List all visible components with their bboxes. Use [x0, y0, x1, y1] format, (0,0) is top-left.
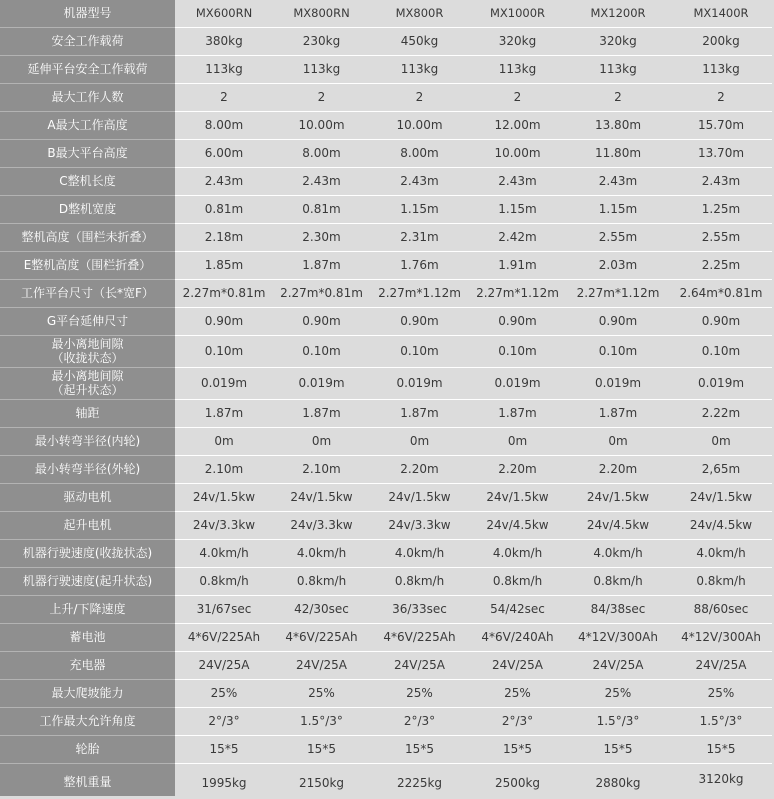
- spec-value: 4*6V/240Ah: [469, 623, 566, 651]
- spec-row: [0, 167, 772, 195]
- spec-value: 2.55m: [670, 223, 772, 251]
- spec-value: 2.03m: [566, 251, 670, 279]
- spec-value: 0.10m: [370, 335, 469, 367]
- spec-row: [0, 595, 772, 623]
- spec-label: 起升电机: [0, 511, 175, 539]
- spec-label: 工作平台尺寸（长*宽F）: [0, 279, 175, 307]
- spec-value: 0.90m: [566, 307, 670, 335]
- spec-label: 充电器: [0, 651, 175, 679]
- spec-value: 10.00m: [370, 111, 469, 139]
- spec-value: 2.64m*0.81m: [670, 279, 772, 307]
- spec-value: 24V/25A: [566, 651, 670, 679]
- spec-value: 0.8km/h: [273, 567, 370, 595]
- spec-value: 0.10m: [670, 335, 772, 367]
- spec-value: 13.80m: [566, 111, 670, 139]
- spec-value: 2.20m: [566, 455, 670, 483]
- spec-value: 1.15m: [370, 195, 469, 223]
- spec-value: 42/30sec: [273, 595, 370, 623]
- model-header: MX1000R: [469, 0, 566, 27]
- spec-value: 15*5: [175, 735, 273, 763]
- spec-row: [0, 539, 772, 567]
- spec-value: 1.5°/3°: [566, 707, 670, 735]
- spec-value: 4*6V/225Ah: [175, 623, 273, 651]
- spec-value: 113kg: [469, 55, 566, 83]
- spec-value: 0.019m: [273, 367, 370, 399]
- spec-value: 0.8km/h: [566, 567, 670, 595]
- spec-value: 1995kg: [175, 763, 273, 796]
- spec-value: 4*6V/225Ah: [273, 623, 370, 651]
- spec-value: 15*5: [566, 735, 670, 763]
- spec-value: 15*5: [273, 735, 370, 763]
- spec-row: [0, 427, 772, 455]
- spec-value: 0.8km/h: [370, 567, 469, 595]
- spec-row: [0, 139, 772, 167]
- spec-value: 0m: [566, 427, 670, 455]
- spec-value: 0.019m: [566, 367, 670, 399]
- spec-label: 最大爬坡能力: [0, 679, 175, 707]
- spec-label: 最小转弯半径(内轮): [0, 427, 175, 455]
- spec-value: 24v/1.5kw: [273, 483, 370, 511]
- spec-label: 延伸平台安全工作载荷: [0, 55, 175, 83]
- spec-value: 113kg: [370, 55, 469, 83]
- spec-row: [0, 367, 772, 399]
- spec-value: 4.0km/h: [566, 539, 670, 567]
- spec-value: 0.8km/h: [670, 567, 772, 595]
- spec-value: 2.27m*0.81m: [175, 279, 273, 307]
- spec-value: 24V/25A: [370, 651, 469, 679]
- model-header: MX800RN: [273, 0, 370, 27]
- spec-value: 24v/1.5kw: [175, 483, 273, 511]
- spec-label: 最小转弯半径(外轮): [0, 455, 175, 483]
- spec-label: 轴距: [0, 399, 175, 427]
- spec-value: 0.8km/h: [175, 567, 273, 595]
- spec-value: 0.10m: [175, 335, 273, 367]
- spec-row: [0, 307, 772, 335]
- spec-label: C整机长度: [0, 167, 175, 195]
- spec-value: 450kg: [370, 27, 469, 55]
- spec-value: 2,65m: [670, 455, 772, 483]
- spec-value: 0.81m: [273, 195, 370, 223]
- spec-value: 15.70m: [670, 111, 772, 139]
- spec-label: A最大工作高度: [0, 111, 175, 139]
- header-row: [0, 0, 772, 27]
- spec-value: 2.10m: [175, 455, 273, 483]
- spec-value: 2.42m: [469, 223, 566, 251]
- spec-value: 2.20m: [370, 455, 469, 483]
- spec-value: 380kg: [175, 27, 273, 55]
- spec-label: 整机高度（围栏未折叠）: [0, 223, 175, 251]
- spec-label: E整机高度（围栏折叠）: [0, 251, 175, 279]
- spec-label: 蓄电池: [0, 623, 175, 651]
- spec-value: 200kg: [670, 27, 772, 55]
- spec-value: 4.0km/h: [370, 539, 469, 567]
- spec-value: 2: [566, 83, 670, 111]
- spec-value: 0.90m: [469, 307, 566, 335]
- spec-row: [0, 623, 772, 651]
- spec-value: 8.00m: [370, 139, 469, 167]
- spec-value: 2.43m: [273, 167, 370, 195]
- spec-value: 31/67sec: [175, 595, 273, 623]
- spec-value: 25%: [566, 679, 670, 707]
- spec-value: 0.10m: [273, 335, 370, 367]
- spec-label: 驱动电机: [0, 483, 175, 511]
- spec-value: 1.5°/3°: [273, 707, 370, 735]
- spec-value: 25%: [370, 679, 469, 707]
- spec-value: 1.85m: [175, 251, 273, 279]
- spec-value: 2.27m*1.12m: [566, 279, 670, 307]
- spec-value: 2500kg: [469, 763, 566, 796]
- spec-value: 24v/4.5kw: [566, 511, 670, 539]
- spec-value: 24v/3.3kw: [175, 511, 273, 539]
- spec-value: 4.0km/h: [175, 539, 273, 567]
- spec-value: 24V/25A: [469, 651, 566, 679]
- spec-value: 0.90m: [175, 307, 273, 335]
- spec-row: [0, 111, 772, 139]
- spec-value: 2: [175, 83, 273, 111]
- spec-value: 2.43m: [469, 167, 566, 195]
- spec-row: [0, 251, 772, 279]
- spec-row: [0, 335, 772, 367]
- spec-value: 2°/3°: [469, 707, 566, 735]
- spec-value: 0m: [469, 427, 566, 455]
- spec-value: 2.30m: [273, 223, 370, 251]
- spec-value: 0.10m: [469, 335, 566, 367]
- spec-value: 4.0km/h: [469, 539, 566, 567]
- spec-value: 2.43m: [175, 167, 273, 195]
- spec-value: 11.80m: [566, 139, 670, 167]
- spec-label: 整机重量: [0, 763, 175, 796]
- spec-row: [0, 679, 772, 707]
- spec-row: [0, 763, 772, 796]
- spec-label: 最小离地间隙 （起升状态）: [0, 367, 175, 399]
- spec-value: 2.18m: [175, 223, 273, 251]
- spec-value: 1.87m: [370, 399, 469, 427]
- spec-row: [0, 223, 772, 251]
- spec-value: 15*5: [370, 735, 469, 763]
- spec-value: 1.91m: [469, 251, 566, 279]
- spec-value: 0m: [273, 427, 370, 455]
- spec-value: 24V/25A: [273, 651, 370, 679]
- spec-value: 1.87m: [469, 399, 566, 427]
- spec-value: 0.10m: [566, 335, 670, 367]
- spec-value: 24v/1.5kw: [469, 483, 566, 511]
- spec-value: 113kg: [566, 55, 670, 83]
- spec-label: 机器行驶速度(起升状态): [0, 567, 175, 595]
- spec-value: 2.27m*1.12m: [469, 279, 566, 307]
- spec-value: 4.0km/h: [670, 539, 772, 567]
- spec-value: 2°/3°: [370, 707, 469, 735]
- spec-value: 15*5: [670, 735, 772, 763]
- spec-row: [0, 567, 772, 595]
- spec-value: 113kg: [175, 55, 273, 83]
- spec-label: 工作最大允许角度: [0, 707, 175, 735]
- model-header: MX1200R: [566, 0, 670, 27]
- spec-value: 3120kg: [670, 763, 772, 796]
- spec-value: 4.0km/h: [273, 539, 370, 567]
- spec-label: 机器行驶速度(收拢状态): [0, 539, 175, 567]
- spec-value: 13.70m: [670, 139, 772, 167]
- spec-value: 0.019m: [370, 367, 469, 399]
- spec-value: 8.00m: [175, 111, 273, 139]
- spec-value: 2: [370, 83, 469, 111]
- spec-value: 2.10m: [273, 455, 370, 483]
- spec-value: 6.00m: [175, 139, 273, 167]
- spec-value: 10.00m: [273, 111, 370, 139]
- spec-label: 上升/下降速度: [0, 595, 175, 623]
- spec-value: 2.20m: [469, 455, 566, 483]
- spec-value: 1.87m: [566, 399, 670, 427]
- spec-value: 0m: [670, 427, 772, 455]
- spec-value: 12.00m: [469, 111, 566, 139]
- spec-value: 1.87m: [273, 399, 370, 427]
- spec-value: 10.00m: [469, 139, 566, 167]
- spec-row: [0, 27, 772, 55]
- spec-value: 24V/25A: [175, 651, 273, 679]
- spec-value: 2225kg: [370, 763, 469, 796]
- spec-row: [0, 651, 772, 679]
- spec-row: [0, 511, 772, 539]
- spec-value: 320kg: [566, 27, 670, 55]
- spec-value: 88/60sec: [670, 595, 772, 623]
- spec-row: [0, 55, 772, 83]
- spec-value: 230kg: [273, 27, 370, 55]
- spec-row: [0, 83, 772, 111]
- spec-value: 2.27m*0.81m: [273, 279, 370, 307]
- spec-value: 1.15m: [566, 195, 670, 223]
- spec-label: B最大平台高度: [0, 139, 175, 167]
- spec-value: 1.25m: [670, 195, 772, 223]
- spec-value: 54/42sec: [469, 595, 566, 623]
- spec-value: 0.019m: [175, 367, 273, 399]
- spec-value: 113kg: [670, 55, 772, 83]
- spec-value: 24v/1.5kw: [670, 483, 772, 511]
- spec-value: 24v/1.5kw: [370, 483, 469, 511]
- spec-value: 0.81m: [175, 195, 273, 223]
- spec-value: 24v/4.5kw: [670, 511, 772, 539]
- spec-value: 0.019m: [670, 367, 772, 399]
- spec-label: D整机宽度: [0, 195, 175, 223]
- header-label: 机器型号: [0, 0, 175, 27]
- spec-value: 4*6V/225Ah: [370, 623, 469, 651]
- spec-value: 0m: [370, 427, 469, 455]
- spec-value: 0.90m: [370, 307, 469, 335]
- spec-value: 2.31m: [370, 223, 469, 251]
- spec-value: 1.87m: [273, 251, 370, 279]
- spec-value: 84/38sec: [566, 595, 670, 623]
- spec-value: 2: [670, 83, 772, 111]
- spec-row: [0, 195, 772, 223]
- spec-label: 轮胎: [0, 735, 175, 763]
- model-header: MX800R: [370, 0, 469, 27]
- spec-value: 2.43m: [566, 167, 670, 195]
- spec-label: 最小离地间隙 （收拢状态）: [0, 335, 175, 367]
- spec-value: 2: [469, 83, 566, 111]
- spec-value: 4*12V/300Ah: [566, 623, 670, 651]
- spec-value: 24v/3.3kw: [273, 511, 370, 539]
- spec-row: [0, 735, 772, 763]
- spec-value: 2.43m: [670, 167, 772, 195]
- spec-value: 36/33sec: [370, 595, 469, 623]
- spec-value: 15*5: [469, 735, 566, 763]
- spec-value: 2: [273, 83, 370, 111]
- spec-row: [0, 399, 772, 427]
- spec-value: 24v/1.5kw: [566, 483, 670, 511]
- spec-value: 113kg: [273, 55, 370, 83]
- spec-value: 25%: [670, 679, 772, 707]
- spec-row: [0, 707, 772, 735]
- spec-value: 24v/3.3kw: [370, 511, 469, 539]
- spec-value: 320kg: [469, 27, 566, 55]
- model-header: MX600RN: [175, 0, 273, 27]
- model-header: MX1400R: [670, 0, 772, 27]
- spec-value: 25%: [273, 679, 370, 707]
- spec-value: 0m: [175, 427, 273, 455]
- spec-row: [0, 279, 772, 307]
- spec-value: 2.43m: [370, 167, 469, 195]
- spec-value: 24v/4.5kw: [469, 511, 566, 539]
- spec-value: 1.15m: [469, 195, 566, 223]
- spec-value: 2°/3°: [175, 707, 273, 735]
- spec-value: 8.00m: [273, 139, 370, 167]
- spec-value: 0.90m: [273, 307, 370, 335]
- spec-value: 25%: [469, 679, 566, 707]
- spec-value: 0.90m: [670, 307, 772, 335]
- spec-value: 2.55m: [566, 223, 670, 251]
- spec-value: 1.5°/3°: [670, 707, 772, 735]
- spec-label: 安全工作载荷: [0, 27, 175, 55]
- spec-value: 0.019m: [469, 367, 566, 399]
- spec-value: 2.27m*1.12m: [370, 279, 469, 307]
- spec-label: 最大工作人数: [0, 83, 175, 111]
- spec-value: 1.87m: [175, 399, 273, 427]
- spec-value: 4*12V/300Ah: [670, 623, 772, 651]
- spec-value: 1.76m: [370, 251, 469, 279]
- spec-value: 25%: [175, 679, 273, 707]
- spec-value: 24V/25A: [670, 651, 772, 679]
- spec-value: 2.22m: [670, 399, 772, 427]
- spec-row: [0, 483, 772, 511]
- spec-value: 2150kg: [273, 763, 370, 796]
- spec-value: 2880kg: [566, 763, 670, 796]
- spec-row: [0, 455, 772, 483]
- spec-value: 0.8km/h: [469, 567, 566, 595]
- spec-label: G平台延伸尺寸: [0, 307, 175, 335]
- spec-value: 2.25m: [670, 251, 772, 279]
